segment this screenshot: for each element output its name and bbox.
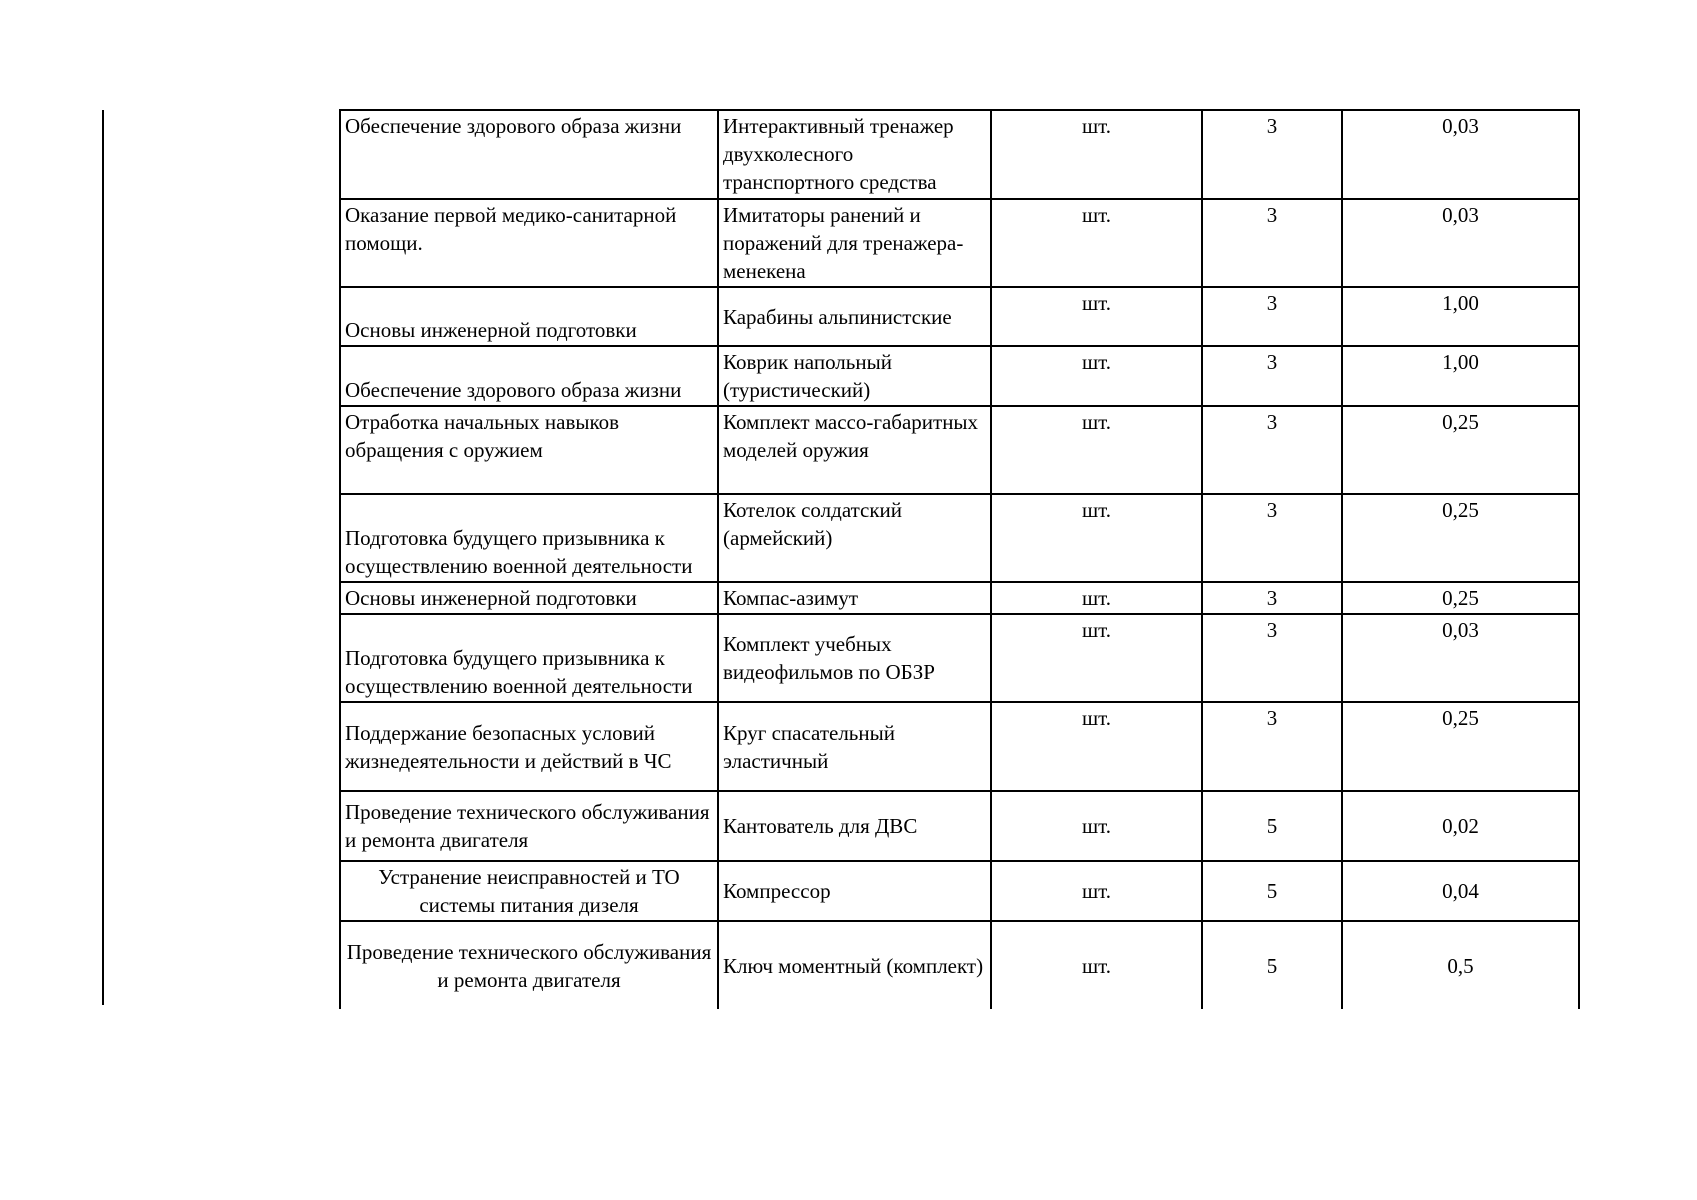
unit-cell: шт. xyxy=(991,921,1202,1009)
quantity-cell: 5 xyxy=(1202,921,1342,1009)
quantity-cell: 3 xyxy=(1202,582,1342,614)
table-row xyxy=(340,614,1579,702)
unit-cell: шт. xyxy=(991,861,1202,921)
topic-cell: Проведение технического обслуживания и ремонта двигателя xyxy=(340,791,718,861)
unit-cell: шт. xyxy=(991,110,1202,199)
quantity-cell: 5 xyxy=(1202,791,1342,861)
item-cell: Ключ моментный (комплект) xyxy=(718,921,991,1009)
table-row xyxy=(340,582,1579,614)
value-cell: 0,03 xyxy=(1342,199,1579,287)
item-cell: Компас-азимут xyxy=(718,582,991,614)
item-cell: Компрессор xyxy=(718,861,991,921)
quantity-cell: 3 xyxy=(1202,199,1342,287)
equipment-table xyxy=(339,109,1580,1009)
table-row xyxy=(340,199,1579,287)
value-cell: 0,25 xyxy=(1342,582,1579,614)
item-cell: Круг спасательный эластичный xyxy=(718,702,991,791)
topic-cell: Оказание первой медико-санитарной помощи. xyxy=(340,199,718,287)
topic-cell: Устранение неисправностей и ТО системы питания дизеля xyxy=(340,861,718,921)
item-cell: Котелок солдатский (армейский) xyxy=(718,494,991,582)
item-cell: Кантователь для ДВС xyxy=(718,791,991,861)
item-cell: Коврик напольный (туристический) xyxy=(718,346,991,406)
quantity-cell: 3 xyxy=(1202,346,1342,406)
quantity-cell: 3 xyxy=(1202,614,1342,702)
unit-cell: шт. xyxy=(991,346,1202,406)
topic-cell: Подготовка будущего призывника к осуществлению военной деятельности xyxy=(340,614,718,702)
value-cell: 0,25 xyxy=(1342,494,1579,582)
unit-cell: шт. xyxy=(991,199,1202,287)
item-cell: Комплект учебных видеофильмов по ОБЗР xyxy=(718,614,991,702)
unit-cell: шт. xyxy=(991,287,1202,346)
quantity-cell: 5 xyxy=(1202,861,1342,921)
item-cell: Комплект массо-габаритных моделей оружия xyxy=(718,406,991,494)
value-cell: 0,25 xyxy=(1342,406,1579,494)
value-cell: 0,5 xyxy=(1342,921,1579,1009)
table-row xyxy=(340,346,1579,406)
table-row xyxy=(340,861,1579,921)
table-row xyxy=(340,702,1579,791)
value-cell: 1,00 xyxy=(1342,287,1579,346)
value-cell: 0,04 xyxy=(1342,861,1579,921)
unit-cell: шт. xyxy=(991,406,1202,494)
topic-cell: Подготовка будущего призывника к осуществлению военной деятельности xyxy=(340,494,718,582)
unit-cell: шт. xyxy=(991,582,1202,614)
table-row xyxy=(340,494,1579,582)
topic-cell: Основы инженерной подготовки xyxy=(340,582,718,614)
table-row xyxy=(340,791,1579,861)
table-row xyxy=(340,110,1579,199)
item-cell: Имитаторы ранений и поражений для тренажера-менекена xyxy=(718,199,991,287)
quantity-cell: 3 xyxy=(1202,702,1342,791)
quantity-cell: 3 xyxy=(1202,406,1342,494)
table-row xyxy=(340,287,1579,346)
table-row xyxy=(340,406,1579,494)
table-row xyxy=(340,921,1579,1009)
unit-cell: шт. xyxy=(991,791,1202,861)
value-cell: 0,03 xyxy=(1342,614,1579,702)
item-cell: Интерактивный тренажер двухколесного транспортного средства xyxy=(718,110,991,199)
topic-cell: Обеспечение здорового образа жизни xyxy=(340,110,718,199)
topic-cell: Обеспечение здорового образа жизни xyxy=(340,346,718,406)
value-cell: 0,02 xyxy=(1342,791,1579,861)
value-cell: 0,25 xyxy=(1342,702,1579,791)
quantity-cell: 3 xyxy=(1202,494,1342,582)
quantity-cell: 3 xyxy=(1202,287,1342,346)
unit-cell: шт. xyxy=(991,702,1202,791)
left-margin-rule xyxy=(102,110,104,1005)
unit-cell: шт. xyxy=(991,614,1202,702)
topic-cell: Основы инженерной подготовки xyxy=(340,287,718,346)
value-cell: 0,03 xyxy=(1342,110,1579,199)
topic-cell: Отработка начальных навыков обращения с оружием xyxy=(340,406,718,494)
topic-cell: Поддержание безопасных условий жизнедеятельности и действий в ЧС xyxy=(340,702,718,791)
unit-cell: шт. xyxy=(991,494,1202,582)
quantity-cell: 3 xyxy=(1202,110,1342,199)
topic-cell: Проведение технического обслуживания и ремонта двигателя xyxy=(340,921,718,1009)
value-cell: 1,00 xyxy=(1342,346,1579,406)
item-cell: Карабины альпинистские xyxy=(718,287,991,346)
